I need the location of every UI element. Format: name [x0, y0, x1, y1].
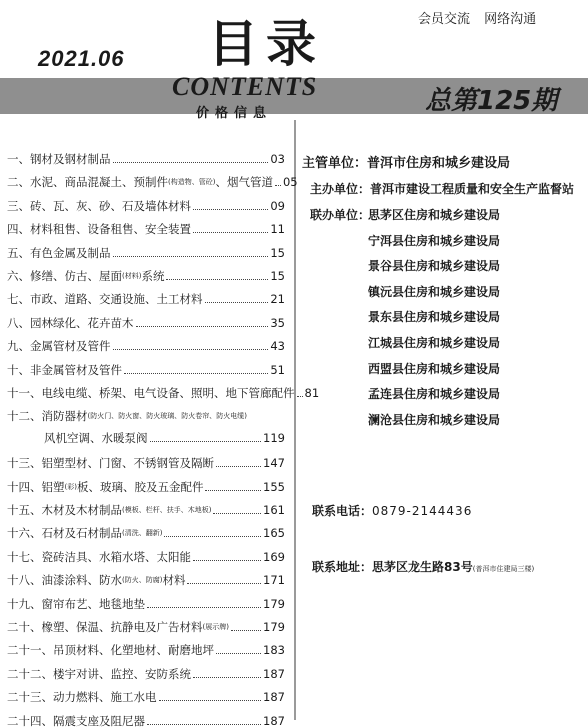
- toc-item-note: (彩): [64, 482, 77, 491]
- toc-item-label: 十二、消防器材: [7, 409, 88, 424]
- host-line: [310, 180, 574, 197]
- co-host-org: 景东县住房和城乡建设局: [368, 310, 501, 325]
- toc-item-page: 15: [270, 245, 285, 260]
- toc-leader-dots: [297, 396, 303, 397]
- toc-item: [7, 292, 285, 306]
- co-host-org: 西盟县住房和城乡建设局: [368, 361, 501, 376]
- toc-item-page: 81: [304, 386, 320, 400]
- co-host-org: 景谷县住房和城乡建设局: [368, 259, 501, 274]
- phone-line: [312, 502, 472, 519]
- toc-item-label: 二十四、隔震支座及阻尼器: [7, 713, 145, 728]
- co-host-org: 镇沅县住房和城乡建设局: [368, 284, 501, 299]
- toc-leader-dots: [216, 653, 261, 654]
- toc-item: [7, 456, 285, 470]
- toc-item-page: 155: [263, 479, 285, 494]
- toc-item-label-tail: 材料: [162, 573, 186, 588]
- contents-logo-text: CONTENTS: [172, 72, 318, 101]
- toc-item-page: 179: [263, 596, 285, 611]
- toc-item-page: 03: [270, 152, 285, 166]
- toc-item-page: 51: [270, 362, 285, 377]
- phone-label: 联系电话：: [312, 504, 373, 518]
- toc-leader-dots: [159, 700, 262, 701]
- toc-item: [7, 526, 285, 540]
- toc-item-page: 147: [263, 456, 285, 471]
- toc-item: [7, 643, 285, 657]
- sponsor-label: 主管单位：: [302, 156, 368, 171]
- issue-number: 总第125期: [425, 86, 558, 116]
- toc-leader-dots: [150, 441, 262, 442]
- toc-item-label: 十九、窗帘布艺、地毯地垫: [7, 596, 145, 611]
- toc-item-page: 119: [263, 430, 285, 445]
- toc-item-label: 二十三、动力燃料、施工水电: [7, 690, 157, 705]
- column-divider: [294, 120, 296, 720]
- sponsor-name: 普洱市住房和城乡建设局: [367, 156, 511, 171]
- co-host-org: 澜沧县住房和城乡建设局: [368, 412, 501, 427]
- toc-item: [7, 246, 285, 260]
- toc-item-page: 15: [270, 269, 285, 283]
- toc-item: [7, 597, 285, 611]
- toc-item-label: 十、非金属管材及管件: [7, 362, 122, 377]
- page-title: 目录: [208, 14, 324, 73]
- toc-item-page: 187: [263, 713, 285, 728]
- toc-item-page: 179: [263, 620, 285, 634]
- toc-item-note: (展示牌): [202, 623, 229, 631]
- toc-leader-dots: [113, 162, 269, 163]
- toc-item-label: 一、钢材及钢材制品: [7, 152, 111, 166]
- toc-item: [7, 316, 285, 330]
- toc-continuation-label: 风机空调、水暖泵阀: [44, 430, 148, 445]
- toc-item-note: (防火门、防火窗、防火玻璃、防火卷帘、防火电缆): [87, 412, 247, 421]
- toc-leader-dots: [205, 490, 261, 491]
- address-text: 思茅区龙生路83号: [372, 560, 473, 574]
- co-host-org: 宁洱县住房和城乡建设局: [368, 233, 501, 248]
- toc-item-page: 161: [263, 503, 285, 517]
- toc-item-page: 35: [270, 315, 285, 330]
- toc-leader-dots: [136, 326, 269, 327]
- toc-item: [7, 175, 298, 190]
- toc-item: [7, 222, 285, 236]
- toc-item-page: 05: [282, 175, 298, 190]
- toc-leader-dots: [147, 724, 261, 725]
- toc-item-label: 七、市政、道路、交通设施、土工材料: [7, 292, 203, 307]
- toc-item-label: 十五、木材及木材制品: [7, 503, 122, 517]
- toc-leader-dots: [193, 560, 261, 561]
- toc-item: [7, 667, 285, 681]
- toc-item-label-tail: 板、玻璃、胶及五金配件: [76, 479, 204, 494]
- toc-leader-dots: [193, 232, 268, 233]
- toc-leader-dots: [166, 279, 268, 280]
- phone-number: 0879-2144436: [372, 504, 473, 518]
- toc-item: [7, 269, 285, 283]
- host-name: 普洱市建设工程质量和安全生产监督站: [370, 182, 575, 196]
- toc-leader-dots: [193, 677, 261, 678]
- toc-item-note: (清洗、翻新): [122, 529, 163, 538]
- toc-item-continuation: [44, 431, 285, 445]
- toc-item-page: 187: [263, 690, 285, 705]
- toc-item: [7, 480, 285, 494]
- toc-item: [7, 550, 285, 564]
- toc-item: [7, 409, 285, 423]
- toc-item: [7, 363, 285, 377]
- toc-leader-dots: [124, 373, 268, 374]
- toc-item: [7, 152, 285, 166]
- toc-item: [7, 503, 285, 517]
- toc-leader-dots: [275, 185, 281, 186]
- toc-item-label: 十四、铝塑: [7, 479, 65, 494]
- toc-item-page: 169: [263, 549, 285, 564]
- toc-item: [7, 690, 285, 704]
- toc-item-page: 187: [263, 666, 285, 681]
- toc-item-page: 183: [263, 643, 285, 658]
- toc-leader-dots: [193, 209, 268, 210]
- toc-item-label: 二十一、吊顶材料、化塑地材、耐磨地坪: [7, 643, 214, 658]
- contents-subtitle: 价格信息: [196, 106, 273, 121]
- host-label: 主办单位：: [310, 182, 371, 196]
- toc-item-page: 43: [270, 339, 285, 354]
- toc-item-label: 二十二、楼宇对讲、监控、安防系统: [7, 666, 191, 681]
- toc-item-label: 八、园林绿化、花卉苗木: [7, 315, 134, 330]
- toc-item-label: 九、金属管材及管件: [7, 339, 111, 354]
- toc-item-page: 11: [270, 222, 285, 237]
- address-line: [312, 558, 534, 575]
- co-host-org: 孟连县住房和城乡建设局: [368, 387, 501, 402]
- toc-item-note: (构造物、管砼): [168, 178, 216, 187]
- toc-leader-dots: [113, 349, 269, 350]
- toc-item-label: 三、砖、瓦、灰、砂、石及墙体材料: [7, 198, 191, 213]
- toc-leader-dots: [113, 256, 269, 257]
- toc-leader-dots: [213, 513, 261, 514]
- address-label: 联系地址：: [312, 560, 373, 574]
- toc-item: [7, 199, 285, 213]
- toc-item-page: 165: [263, 526, 285, 541]
- toc-leader-dots: [231, 630, 261, 631]
- header-tags: 会员交流 网络沟通: [418, 12, 537, 27]
- toc-item-label: 四、材料租售、设备租售、安全装置: [7, 222, 191, 237]
- toc-item-note: (材料): [122, 272, 142, 280]
- toc-item-note: (模板、栏杆、扶手、木地板): [122, 506, 212, 514]
- toc-item-label-tail: 、烟气管道: [215, 175, 273, 190]
- toc-item-label: 十八、油漆涂料、防水: [7, 573, 122, 588]
- toc-item: [7, 620, 285, 634]
- toc-leader-dots: [187, 583, 261, 584]
- toc-item-label: 十六、石材及石材制品: [7, 526, 122, 541]
- issue-date: 2021.06: [38, 46, 125, 71]
- toc-item-page: 171: [263, 573, 285, 588]
- toc-leader-dots: [205, 302, 269, 303]
- toc-item-label: 五、有色金属及制品: [7, 245, 111, 260]
- toc-leader-dots: [216, 466, 261, 467]
- toc-item-label: 十一、电线电缆、桥架、电气设备、照明、地下管廊配件: [7, 386, 295, 400]
- toc-item-label: 十七、瓷砖洁具、水箱水塔、太阳能: [7, 549, 191, 564]
- toc-item-label: 二十、橡塑、保温、抗静电及广告材料: [7, 620, 203, 634]
- toc-item-label: 二、水泥、商品混凝土、预制件: [7, 175, 168, 190]
- co-host-line: [310, 206, 370, 223]
- toc-item-page: 21: [270, 292, 285, 307]
- toc-item: [7, 573, 285, 587]
- toc-item: [7, 386, 320, 400]
- toc-item-label: 十三、铝塑型材、门窗、不锈钢管及隔断: [7, 456, 214, 471]
- toc-item-label: 六、修缮、仿古、屋面: [7, 269, 122, 283]
- toc-item-label-tail: 系统: [141, 269, 165, 283]
- co-host-label: 联办单位：: [310, 208, 371, 222]
- toc-leader-dots: [164, 536, 261, 537]
- toc-leader-dots: [147, 607, 261, 608]
- toc-item-note: (防火、防腐): [122, 576, 163, 585]
- co-host-org: 江城县住房和城乡建设局: [368, 336, 501, 350]
- toc-item: [7, 714, 285, 728]
- sponsor-line: [302, 152, 510, 171]
- toc-item-page: 09: [270, 198, 285, 213]
- address-note: (普洱市住建局三楼): [472, 565, 535, 573]
- toc-item: [7, 339, 285, 353]
- co-host-org: 思茅区住房和城乡建设局: [368, 208, 501, 222]
